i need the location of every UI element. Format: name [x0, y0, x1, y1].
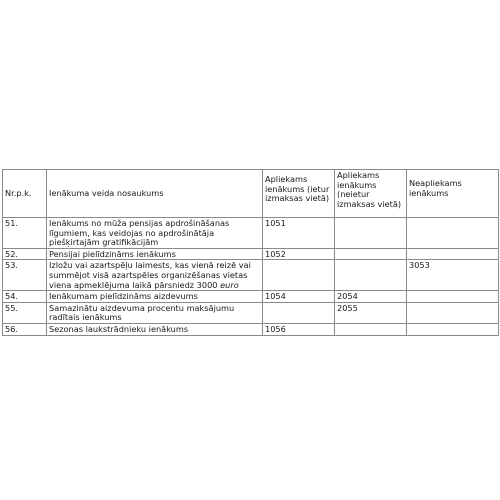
row-non-taxable: [407, 248, 499, 260]
row-taxable-not-withheld: 2055: [335, 302, 407, 323]
header-taxable-not-withheld: Apliekams ienākums (neietur izmaksas vietā): [335, 170, 407, 218]
row-taxable-not-withheld: [335, 260, 407, 291]
table-row: [3, 260, 499, 291]
row-taxable-withheld: 1054: [263, 291, 335, 303]
row-name: Sezonas laukstrādnieku ienākums: [47, 323, 263, 335]
row-taxable-withheld: 1051: [263, 218, 335, 249]
row-name: Pensijai pielīdzināms ienākums: [47, 248, 263, 260]
header-nr: Nr.p.k.: [3, 170, 47, 218]
header-taxable-withheld: Apliekams ienākums (ietur izmaksas vietā): [263, 170, 335, 218]
row-nr: 51.: [3, 218, 47, 249]
table-row: [3, 291, 499, 303]
row-non-taxable: [407, 218, 499, 249]
row-taxable-withheld: 1052: [263, 248, 335, 260]
row-taxable-withheld: [263, 302, 335, 323]
table-header-row: [3, 170, 499, 218]
row-name: Ienākums no mūža pensijas apdrošināšanas līgumiem, kas veidojas no apdrošinātāja piešķirtajām gratifikācijām: [47, 218, 263, 249]
row-non-taxable: [407, 302, 499, 323]
table-row: [3, 248, 499, 260]
row-name: [47, 260, 263, 291]
row-taxable-not-withheld: [335, 248, 407, 260]
row-nr: 54.: [3, 291, 47, 303]
header-non-taxable: Neapliekams ienākums: [407, 170, 499, 218]
income-types-table: [2, 169, 499, 336]
table-row: [3, 323, 499, 335]
row-taxable-withheld: 1056: [263, 323, 335, 335]
row-nr: 55.: [3, 302, 47, 323]
row-taxable-not-withheld: 2054: [335, 291, 407, 303]
row-name: Ienākumam pielīdzināms aizdevums: [47, 291, 263, 303]
row-name: Samazinātu aizdevuma procentu maksājumu radītais ienākums: [47, 302, 263, 323]
row-non-taxable: [407, 291, 499, 303]
row-nr: 52.: [3, 248, 47, 260]
header-income-name: Ienākuma veida nosaukums: [47, 170, 263, 218]
row-nr: 53.: [3, 260, 47, 291]
income-types-table-wrapper: [2, 169, 498, 336]
row-non-taxable: 3053: [407, 260, 499, 291]
row-nr: 56.: [3, 323, 47, 335]
row-name-text: Izložu vai azartspēļu laimests, kas vienā reizē vai summējot visā azartspēles organizēšanas vietas viena apmeklējuma laikā pārsniedz 3000: [49, 260, 251, 290]
row-taxable-not-withheld: [335, 218, 407, 249]
table-row: [3, 218, 499, 249]
row-taxable-withheld: [263, 260, 335, 291]
row-name-currency: euro: [220, 279, 239, 290]
table-row: [3, 302, 499, 323]
row-non-taxable: [407, 323, 499, 335]
row-taxable-not-withheld: [335, 323, 407, 335]
